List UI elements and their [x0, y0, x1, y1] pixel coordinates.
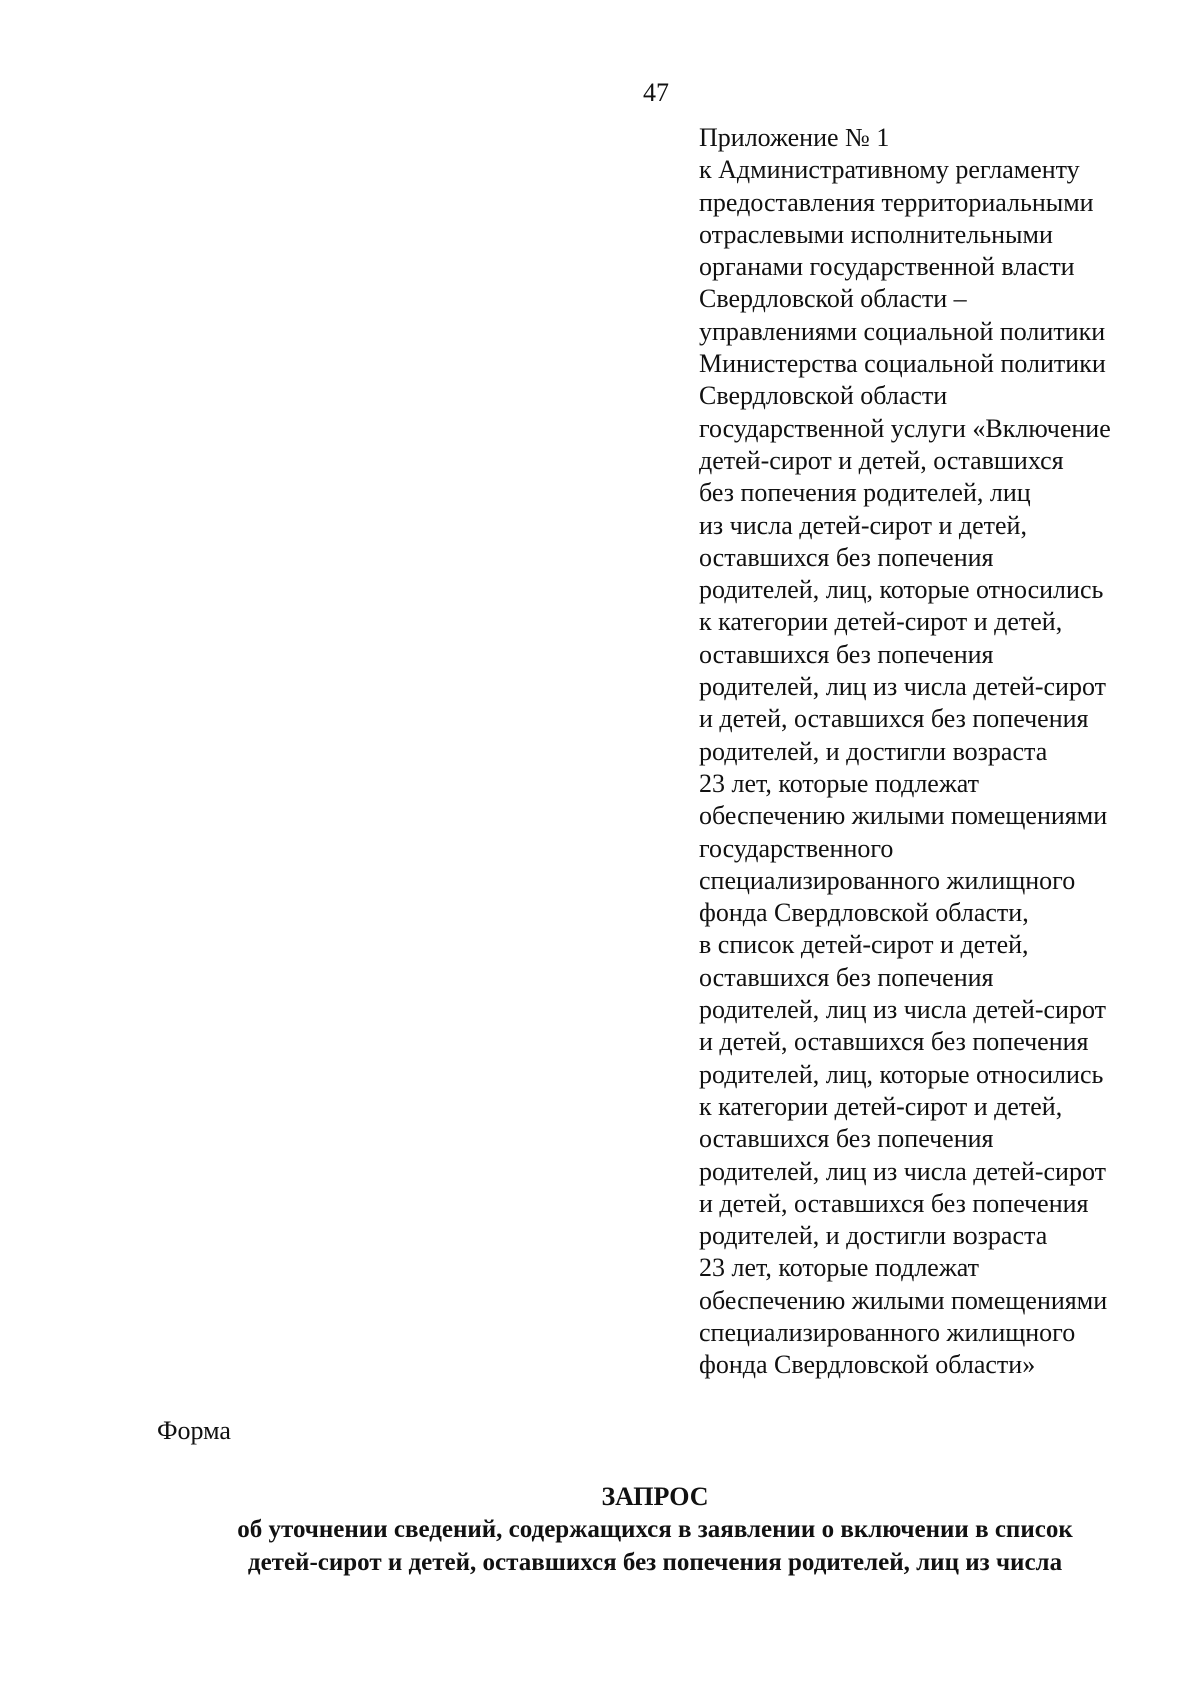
appendix-line: родителей, лиц из числа детей-сирот	[699, 995, 1106, 1025]
appendix-line: родителей, лиц из числа детей-сирот	[699, 1156, 1106, 1186]
appendix-line: государственного	[699, 833, 894, 863]
appendix-line: Приложение № 1	[699, 123, 890, 152]
appendix-line: фонда Свердловской области»	[699, 1350, 1036, 1380]
page-number: 47	[643, 78, 669, 107]
appendix-line: фонда Свердловской области,	[699, 898, 1029, 928]
appendix-line: специализированного жилищного	[699, 865, 1076, 895]
appendix-line: оставшихся без попечения	[699, 962, 994, 992]
appendix-line: к категории детей-сирот и детей,	[699, 607, 1063, 637]
appendix-line: родителей, и достигли возраста	[699, 1221, 1048, 1251]
appendix-line: без попечения родителей, лиц	[699, 478, 1031, 508]
appendix-line: отраслевыми исполнительными	[699, 219, 1053, 249]
appendix-line: и детей, оставшихся без попечения	[699, 1188, 1089, 1218]
form-label: Форма	[157, 1416, 231, 1445]
appendix-line: из числа детей-сирот и детей,	[699, 510, 1027, 540]
appendix-line: к Административному регламенту	[699, 155, 1080, 185]
appendix-line: специализированного жилищного	[699, 1317, 1076, 1347]
appendix-line: 23 лет, которые подлежат	[699, 768, 980, 798]
appendix-line: оставшихся без попечения	[699, 639, 994, 669]
appendix-line: родителей, лиц, которые относились	[699, 575, 1104, 605]
appendix-line: к категории детей-сирот и детей,	[699, 1091, 1063, 1121]
appendix-line: Министерства социальной политики	[699, 349, 1106, 379]
subtitle-line: детей-сирот и детей, оставшихся без попечения родителей, лиц из числа	[247, 1549, 1063, 1576]
appendix-line: управлениями социальной политики	[699, 316, 1106, 346]
appendix-line: и детей, оставшихся без попечения	[699, 704, 1089, 734]
appendix-line: родителей, и достигли возраста	[699, 736, 1048, 766]
appendix-line: государственной услуги «Включение	[699, 413, 1111, 443]
appendix-line: и детей, оставшихся без попечения	[699, 1027, 1089, 1057]
appendix-line: оставшихся без попечения	[699, 542, 994, 572]
appendix-line: обеспечению жилыми помещениями	[699, 801, 1108, 831]
appendix-line: Свердловской области –	[699, 284, 967, 314]
appendix-line: Свердловской области	[699, 381, 948, 411]
document-subtitle	[0, 1513, 1200, 1579]
appendix-line: 23 лет, которые подлежат	[699, 1253, 980, 1283]
appendix-header	[699, 122, 1111, 1382]
appendix-line: родителей, лиц из числа детей-сирот	[699, 672, 1106, 702]
appendix-line: родителей, лиц, которые относились	[699, 1059, 1104, 1089]
appendix-line: детей-сирот и детей, оставшихся	[699, 445, 1064, 475]
appendix-line: в список детей-сирот и детей,	[699, 930, 1029, 960]
appendix-line: обеспечению жилыми помещениями	[699, 1285, 1108, 1315]
document-title: ЗАПРОС	[601, 1482, 709, 1511]
subtitle-line: об уточнении сведений, содержащихся в заявлении о включении в список	[237, 1516, 1073, 1543]
appendix-line: органами государственной власти	[699, 252, 1075, 282]
appendix-line: оставшихся без попечения	[699, 1124, 994, 1154]
appendix-line: предоставления территориальными	[699, 187, 1094, 217]
